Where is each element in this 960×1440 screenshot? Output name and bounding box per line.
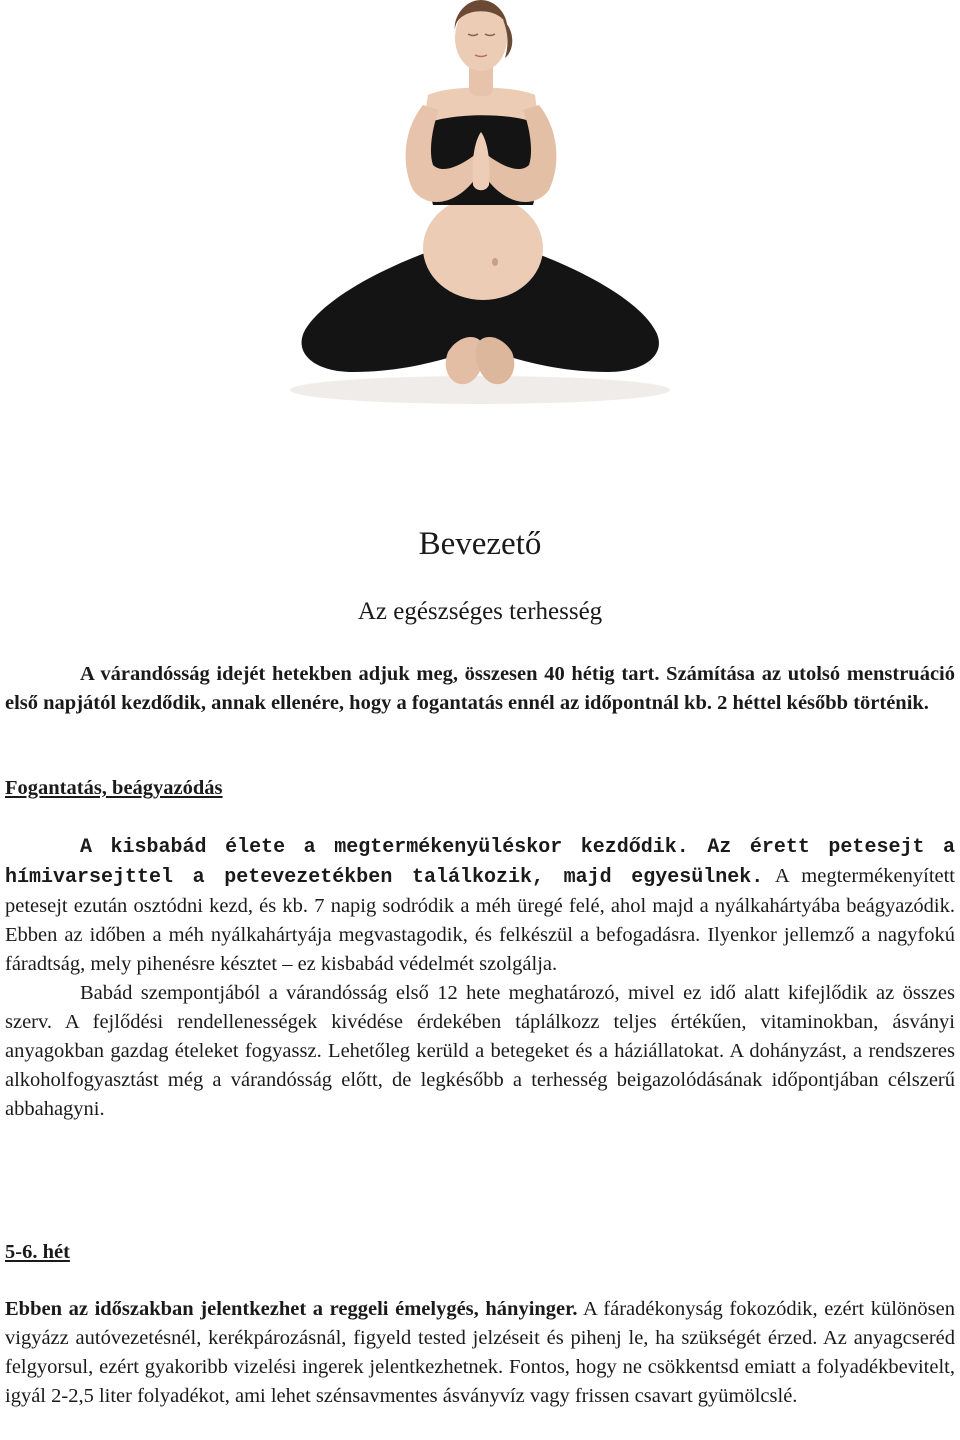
fogantatas-paragraph-2: Babád szempontjából a várandósság első 12 hete meghatározó, mivel ez idő alatt kifejlődik az összes szerv. A fejlődési rendellenességek kivédése érdekében táplálkozz teljes értékűen, vitaminokban, ásványi anyagokban gazdag ételeket fogyassz. Lehetőleg kerüld a betegeket és a háziállatokat. A dohányzást, a rendszeres alkoholfogyasztást még a várandósság előtt, de legkésőbb a terhesség beigazolódásának időpontjában célszerű abbahagyni. xyxy=(5,982,955,1120)
fogantatas-paragraph-1-rest: A megtermékenyített petesejt ezután osztódni kezd, és kb. 7 napig sodródik a méh üregé felé, ahol majd a nyálkahártyába beágyazódik. Ebben az időben a méh nyálkahártyája megvastagodik, és felkészül a befogadásra. Ilyenkor jellemző a nagyfokú fáradtság, mely pihenésre késztet – ez kisbabád védelmét szolgálja. xyxy=(5,865,956,975)
intro-paragraph: A várandósság idejét hetekben adjuk meg, összesen 40 hétig tart. Számítása az utolsó menstruáció első napjától kezdődik, annak ellenére, hogy a fogantatás ennél az időpontnál kb. 2 héttel később történik. xyxy=(5,663,955,714)
het-bold-lead: Ebben az időszakban jelentkezhet a reggeli émelygés, hányinger. xyxy=(5,1298,578,1320)
het-paragraph-rest: A fáradékonyság fokozódik, ezért különösen vigyázz autóvezetésnél, kerékpározásnál, figyeld tested jelzéseit és pihenj le, ha szükségét érzed. Az anyagcseréd felgyorsul, ezért gyakoribb vizelési ingerek jelentkezhetnek. Fontos, hogy ne csökkentsd emiatt a folyadékbevitelt, igyál 2-2,5 liter folyadékot, ami lehet szénsavmentes ásványvíz vagy frissen csavart gyümölcslé. xyxy=(5,1298,956,1407)
section-body-fogantatas xyxy=(5,832,955,1124)
page-title: Bevezető xyxy=(418,526,542,562)
pregnant-woman-yoga-photo-icon xyxy=(283,0,677,405)
section-body-5-6-het xyxy=(5,1295,955,1411)
section-heading-fogantatas: Fogantatás, beágyazódás xyxy=(5,777,223,799)
fogantatas-paragraph-1 xyxy=(5,832,955,979)
section-heading-5-6-het: 5-6. hét xyxy=(5,1241,70,1263)
fogantatas-bold-lead: A kisbabád élete a megtermékenyüléskor kezdődik. Az érett petesejt a hímivarsejttel a petevezetékben találkozik, majd egyesülnek. xyxy=(5,836,955,889)
page-subtitle: Az egészséges terhesség xyxy=(357,598,603,625)
